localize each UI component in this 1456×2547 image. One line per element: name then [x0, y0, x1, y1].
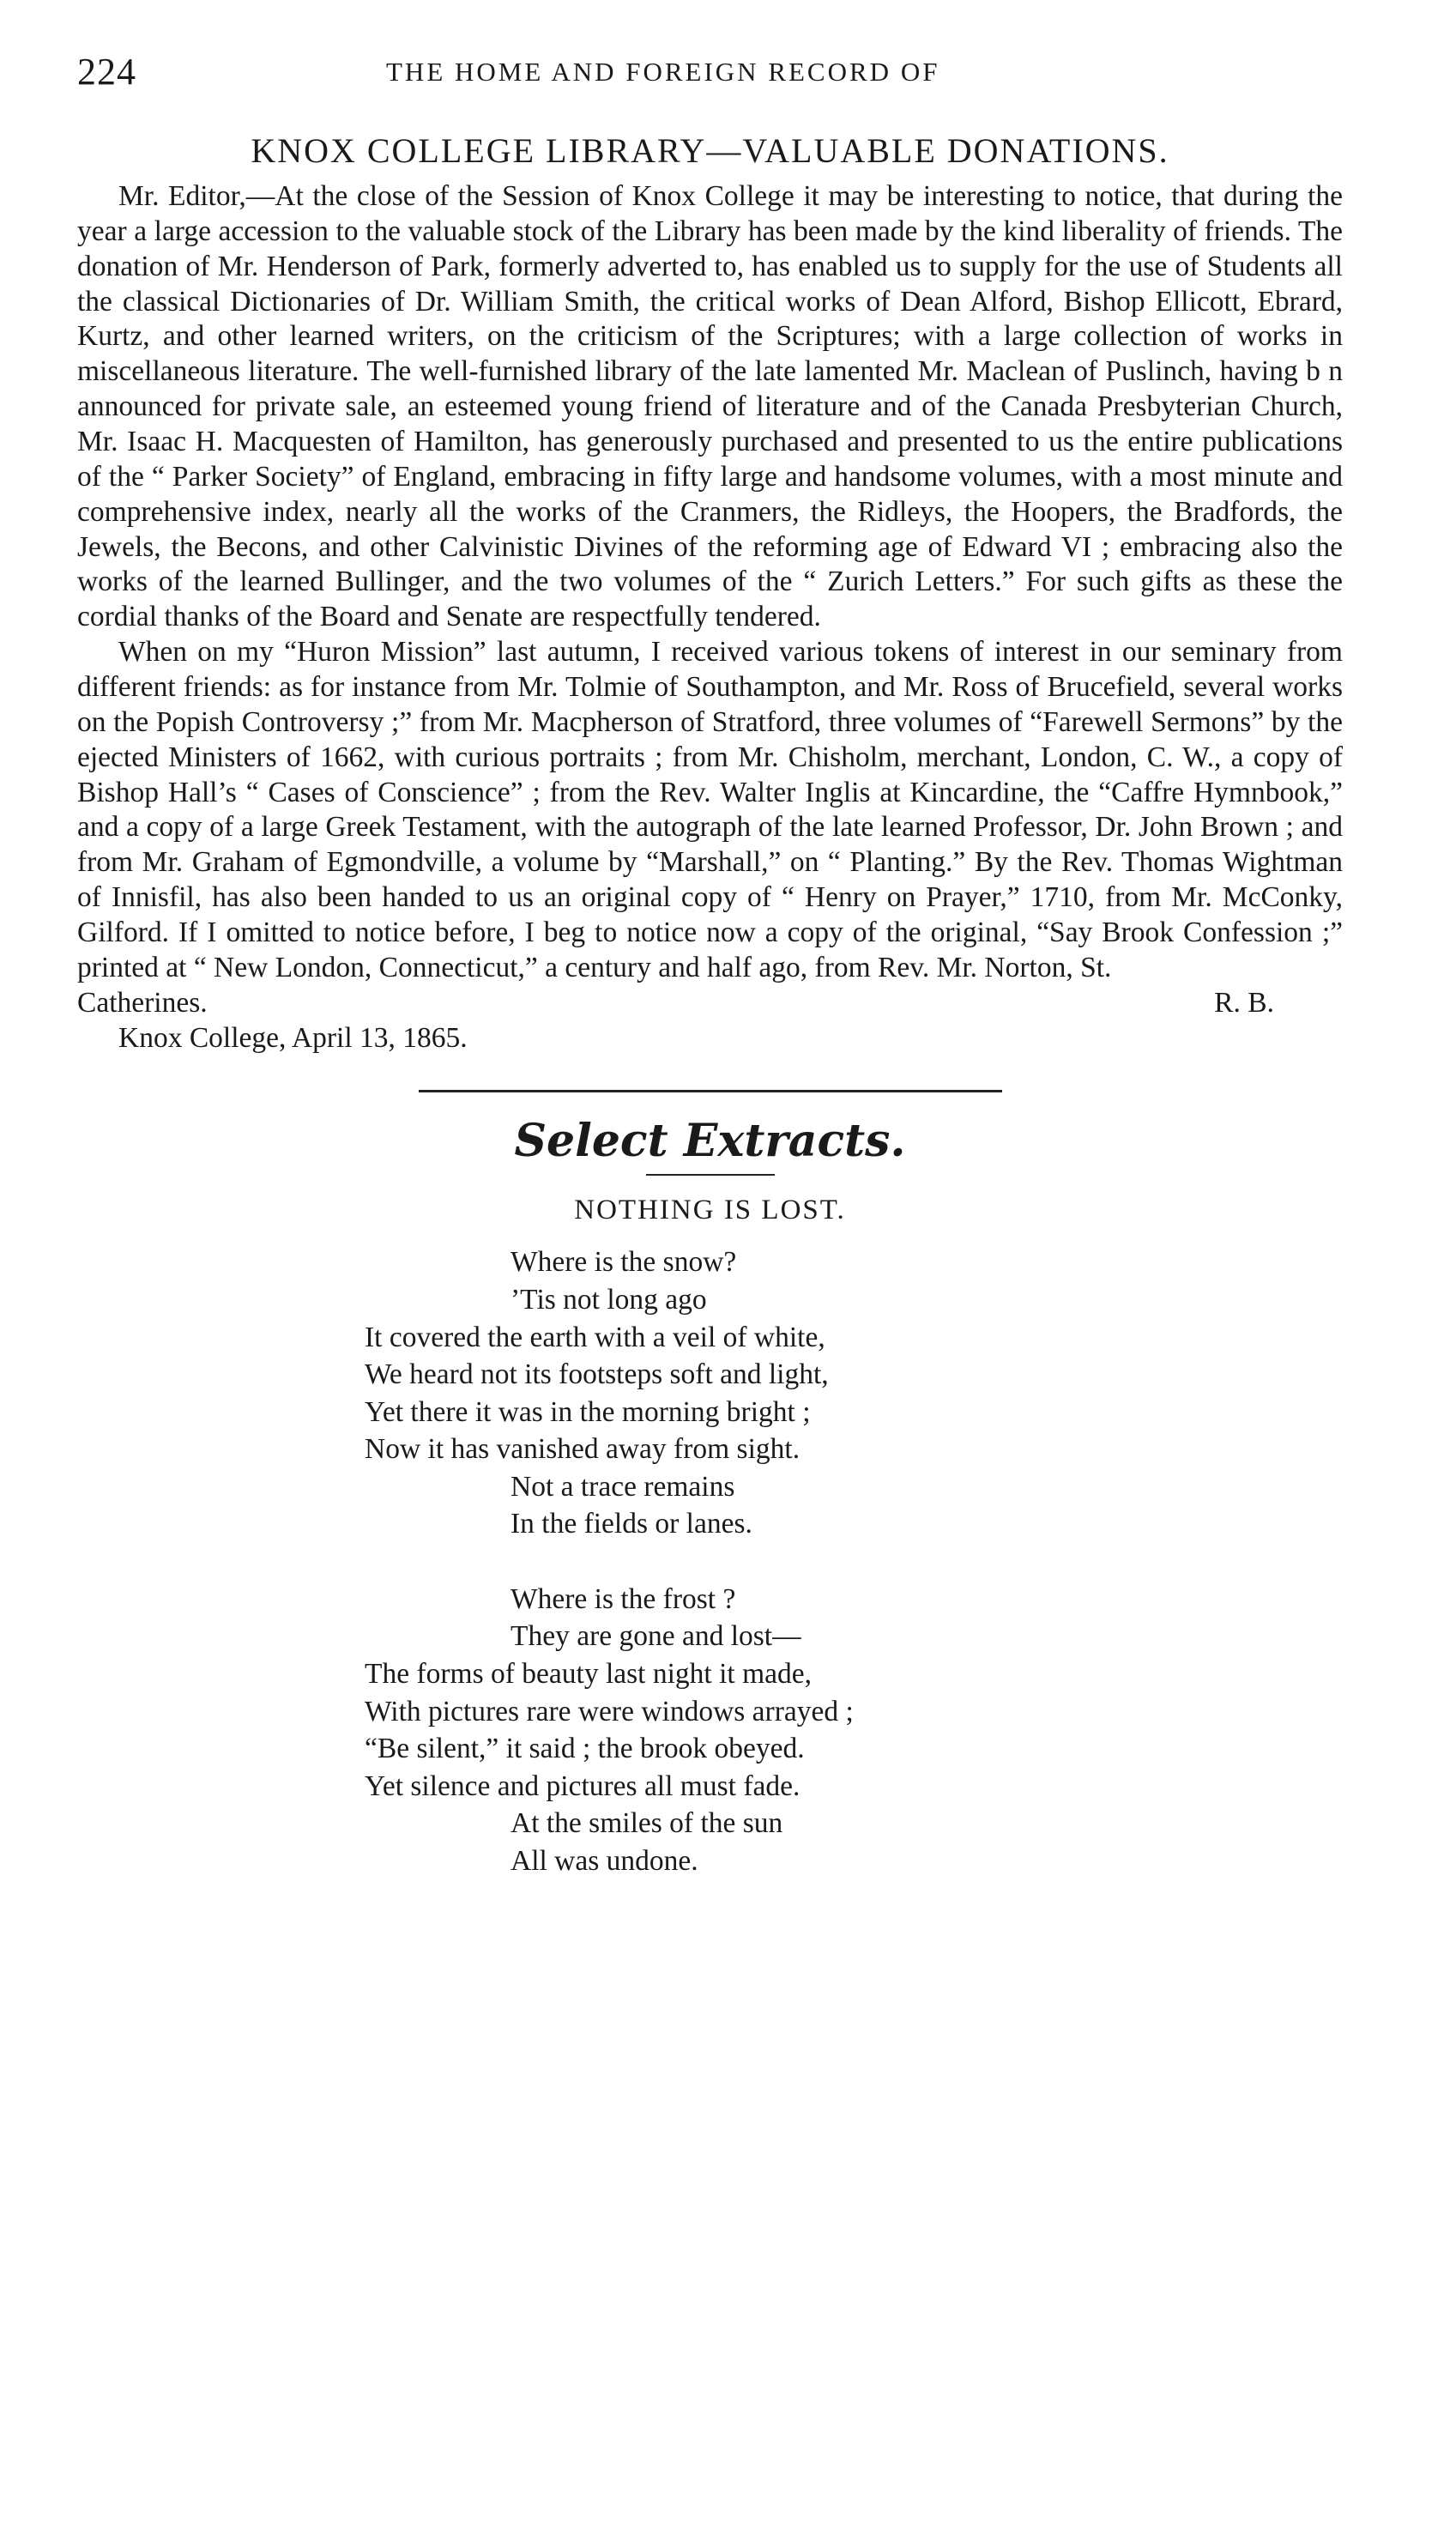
running-head	[77, 0, 1343, 103]
page-number: 224	[77, 51, 136, 93]
section-divider	[419, 1090, 1002, 1092]
closing-word: Catherines.	[77, 986, 208, 1019]
signature-line	[77, 986, 1343, 1021]
poem-line: Where is the snow?	[511, 1246, 737, 1279]
poem-line: They are gone and lost—	[511, 1620, 801, 1653]
article-paragraph: When on my “Huron Mission” last autumn, I received various tokens of interest in our seminary from different friends: as for instance from Mr. Tolmie of Southampton, and Mr. Ross of Brucefield, several works on the Popish Controversy ;” from Mr. Macpherson of Stratford, three volumes of “Farewell Sermons” by the ejected Ministers of 1662, with curious portraits ; from Mr. Chisholm, merchant, London, C. W., a copy of Bishop Hall’s “ Cases of Conscience” ; from the Rev. Walter Inglis at Kincardine, the “Caffre Hymnbook,” and a copy of a large Greek Testament, with the autograph of the late learned Professor, Dr. John Brown ; and from Mr. Graham of Egmondville, a volume by “Marshall,” on “ Planting.” By the Rev. Thomas Wightman of Innisfil, has also been handed to us an original copy of “ Henry on Prayer,” 1710, from Mr. McConky, Gilford. If I omitted to notice before, I beg to notice now a copy of the original, “Say Brook Confession ;” printed at “ New London, Connecticut,” a century and half ago, from Rev. Mr. Norton, St.	[77, 636, 1343, 983]
running-title: THE HOME AND FOREIGN RECORD OF	[386, 57, 940, 87]
dateline: Knox College, April 13, 1865.	[118, 1021, 468, 1054]
poem-line: “Be silent,” it said ; the brook obeyed.	[365, 1733, 805, 1765]
poem	[365, 1243, 1343, 1879]
poem-line: All was undone.	[511, 1844, 698, 1877]
poem-title: NOTHING IS LOST.	[574, 1195, 846, 1226]
signature: R. B.	[1214, 986, 1274, 1019]
heading-underline	[646, 1174, 775, 1176]
article-body	[77, 179, 1343, 986]
poem-line: Now it has vanished away from sight.	[365, 1433, 800, 1466]
poem-line: Yet silence and pictures all must fade.	[365, 1770, 800, 1802]
poem-stanza	[365, 1243, 1343, 1542]
poem-line: ’Tis not long ago	[511, 1284, 707, 1316]
poem-line: Where is the frost ?	[511, 1582, 736, 1615]
poem-line: It covered the earth with a veil of white,	[365, 1321, 825, 1353]
article-title: KNOX COLLEGE LIBRARY—VALUABLE DONATIONS.	[251, 131, 1169, 170]
article-paragraph: Mr. Editor,—At the close of the Session of Knox College it may be interesting to notice, that during the year a large accession to the valuable stock of the Library has been made by the kind liberality of friends. The donation of Mr. Henderson of Park, formerly adverted to, has enabled us to supply for the use of Students all the classical Dictionaries of Dr. William Smith, the critical works of Dean Alford, Bishop Ellicott, Ebrard, Kurtz, and other learned writers, on the criticism of the Scriptures; with a large collection of works in miscellaneous literature. The well-furnished library of the late lamented Mr. Maclean of Puslinch, having b n announced for private sale, an esteemed young friend of literature and of the Canada Presbyterian Church, Mr. Isaac H. Macquesten of Hamilton, has generously purchased and presented to us the entire publications of the “ Parker Society” of England, embracing in fifty large and handsome volumes, with a most minute and comprehensive index, nearly all the works of the Cranmers, the Ridleys, the Hoopers, the Bradfords, the Jewels, the Becons, and other Calvinistic Divines of the reforming age of Edward VI ; embracing also the works of the learned Bullinger, and the two volumes of the “ Zurich Letters.” For such gifts as these the cordial thanks of the Board and Senate are respectfully tendered.	[77, 180, 1343, 633]
extracts-heading: Select Extracts.	[514, 1115, 906, 1168]
poem-line: The forms of beauty last night it made,	[365, 1657, 812, 1690]
poem-line: Not a trace remains	[511, 1470, 735, 1503]
poem-line: At the smiles of the sun	[511, 1807, 783, 1840]
poem-line: Yet there it was in the morning bright ;	[365, 1395, 811, 1428]
poem-line: We heard not its footsteps soft and light,	[365, 1358, 829, 1391]
poem-line: In the fields or lanes.	[511, 1508, 752, 1540]
poem-stanza	[365, 1581, 1343, 1879]
poem-line: With pictures rare were windows arrayed ;	[365, 1695, 854, 1727]
document-page	[77, 0, 1343, 1917]
